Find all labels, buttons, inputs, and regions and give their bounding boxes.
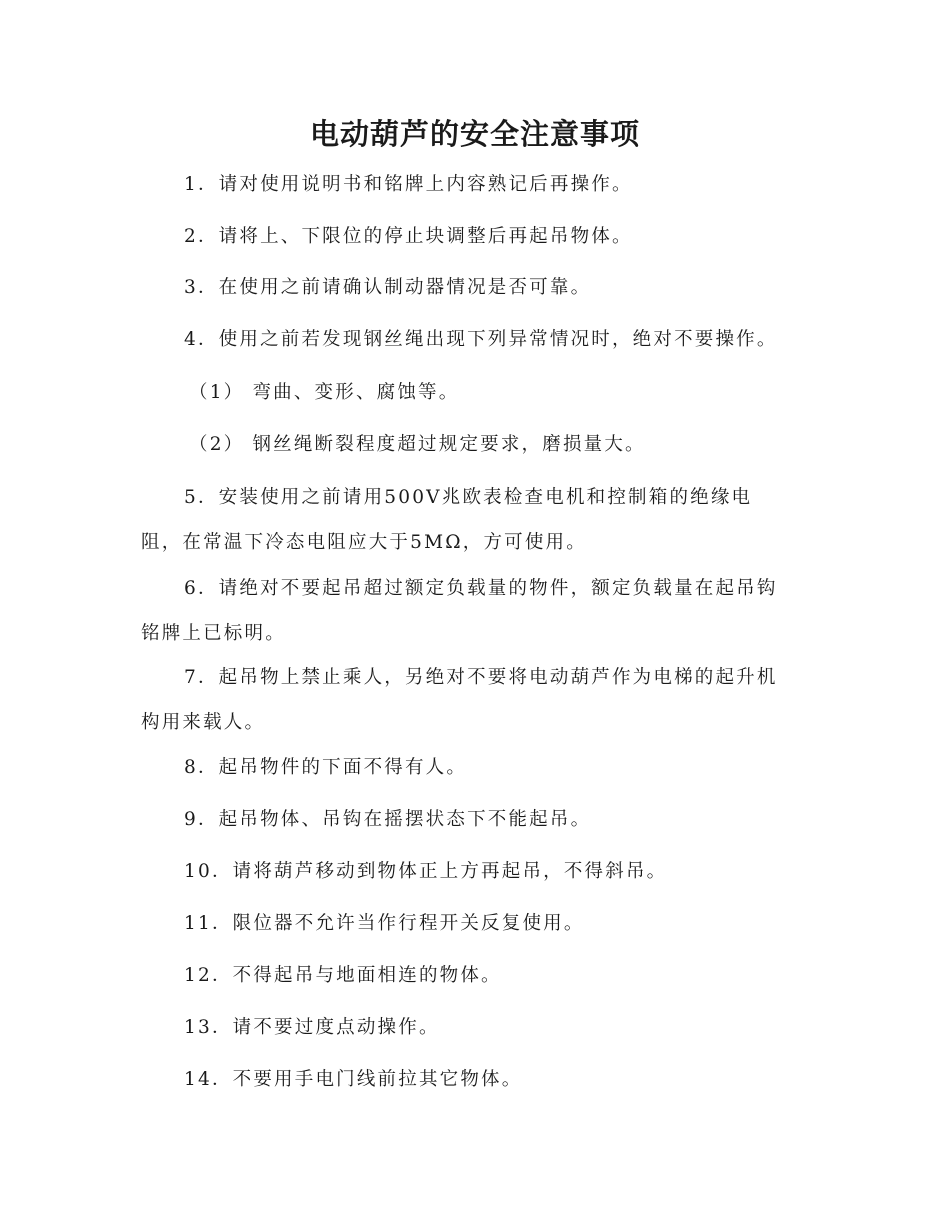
item-2: 2．请将上、下限位的停止块调整后再起吊物体。 — [184, 226, 633, 247]
item-4-sub-2: （2） 钢丝绳断裂程度超过规定要求，磨损量大。 — [189, 434, 646, 455]
item-12: 12．不得起吊与地面相连的物体。 — [184, 965, 502, 986]
item-10: 10．请将葫芦移动到物体正上方再起吊，不得斜吊。 — [184, 861, 668, 882]
item-6-line-1: 6．请绝对不要起吊超过额定负载量的物件，额定负载量在起吊钩 — [184, 578, 778, 599]
item-11: 11．限位器不允许当作行程开关反复使用。 — [184, 913, 585, 934]
item-8: 8．起吊物件的下面不得有人。 — [184, 757, 468, 778]
item-3: 3．在使用之前请确认制动器情况是否可靠。 — [184, 277, 592, 298]
item-4-sub-1: （1） 弯曲、变形、腐蚀等。 — [189, 382, 460, 403]
document-title: 电动葫芦的安全注意事项 — [309, 117, 640, 151]
item-7-line-2: 构用来载人。 — [141, 712, 266, 733]
item-6-line-2: 铭牌上已标明。 — [141, 623, 286, 644]
item-1: 1．请对使用说明书和铭牌上内容熟记后再操作。 — [184, 174, 633, 195]
item-6 — [141, 566, 811, 656]
item-5-line-2: 阻，在常温下冷态电阻应大于5MΩ，方可使用。 — [141, 532, 587, 553]
item-5-line-1: 5．安装使用之前请用500V兆欧表检查电机和控制箱的绝缘电 — [184, 487, 753, 508]
item-5 — [141, 475, 811, 565]
item-13: 13．请不要过度点动操作。 — [184, 1017, 440, 1038]
item-14: 14．不要用手电门线前拉其它物体。 — [184, 1069, 523, 1090]
item-9: 9．起吊物体、吊钩在摇摆状态下不能起吊。 — [184, 809, 592, 830]
item-4: 4．使用之前若发现钢丝绳出现下列异常情况时，绝对不要操作。 — [184, 329, 778, 350]
item-7-line-1: 7．起吊物上禁止乘人，另绝对不要将电动葫芦作为电梯的起升机 — [184, 667, 778, 688]
item-7 — [141, 655, 811, 745]
